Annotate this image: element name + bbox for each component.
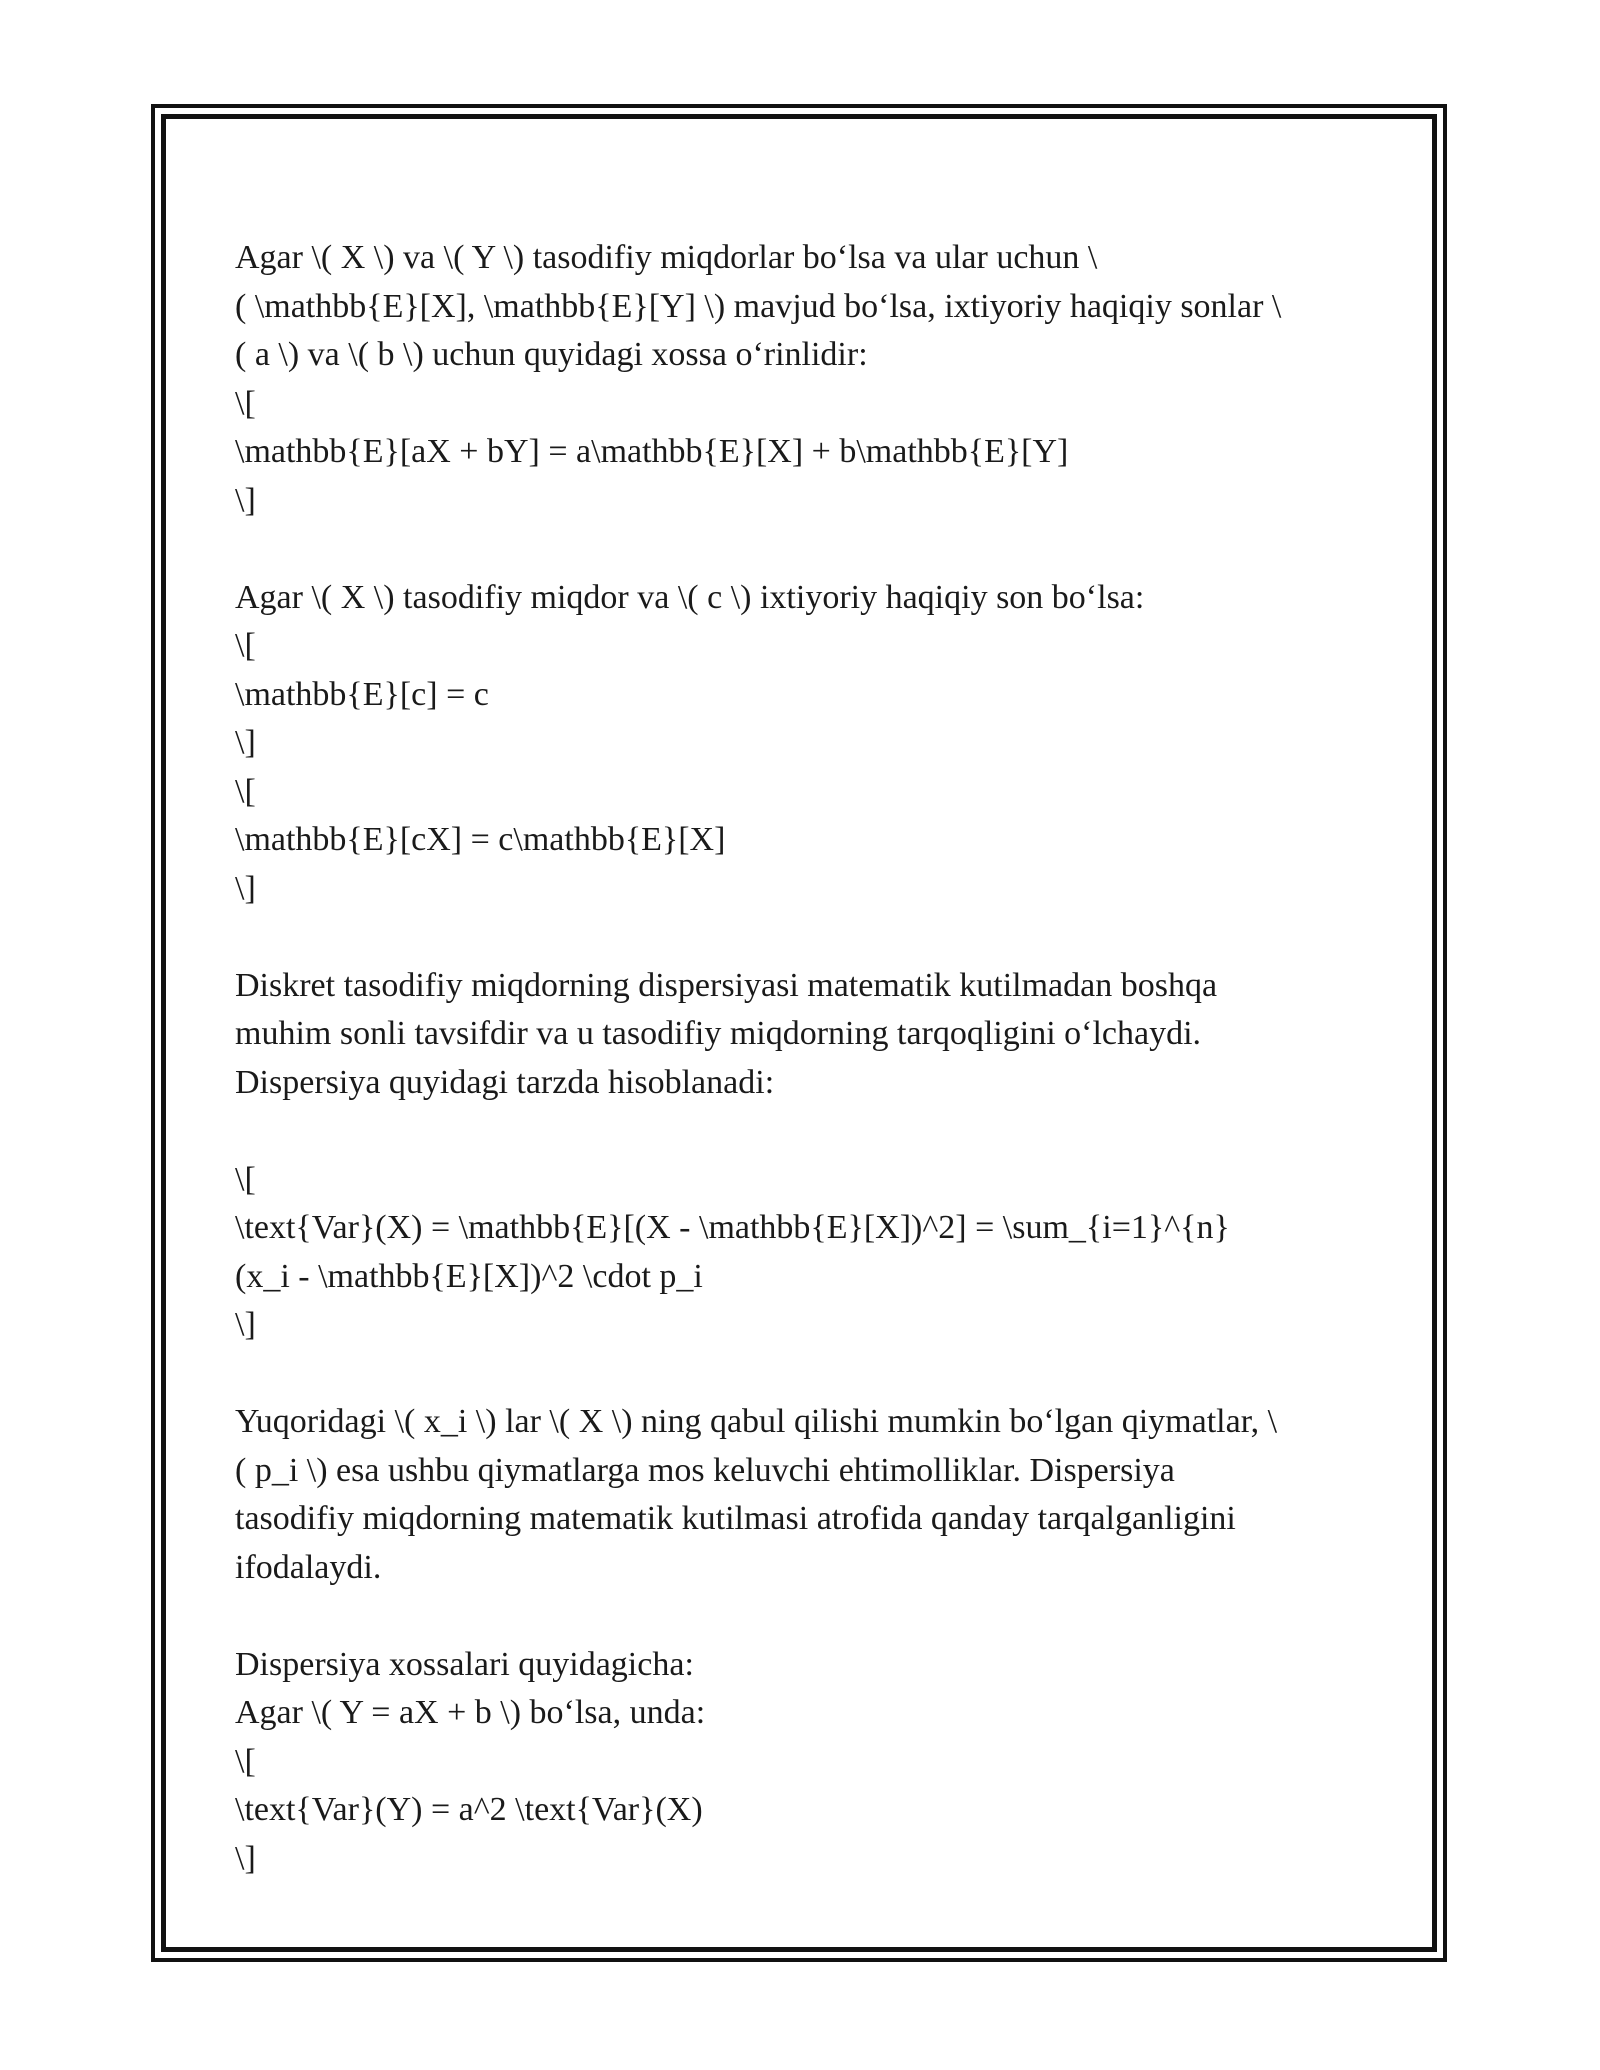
text-line: \] <box>235 724 256 761</box>
text-line: \mathbb{E}[aX + bY] = a\mathbb{E}[X] + b\mathbb{E}[Y] <box>235 433 1069 470</box>
document-body <box>235 234 1370 1883</box>
text-line: \] <box>235 869 256 907</box>
text-line: ifodalaydi. <box>235 1548 382 1586</box>
text-line: ( a \) va \( b \) uchun quyidagi xossa o‘rinlidir: <box>235 336 868 373</box>
text-line: \[ <box>235 1160 256 1198</box>
text-line: Agar \( X \) va \( Y \) tasodifiy miqdorlar bo‘lsa va ular uchun \ <box>235 239 1098 276</box>
text-line: \text{Var}(X) = \mathbb{E}[(X - \mathbb{E}[X])^2] = \sum_{i=1}^{n} <box>235 1209 1230 1246</box>
text-line: Diskret tasodifiy miqdorning dispersiyasi matematik kutilmadan boshqa <box>235 966 1218 1004</box>
text-line: Agar \( Y = aX + b \) bo‘lsa, unda: <box>235 1694 706 1731</box>
text-line: \[ <box>235 1742 256 1780</box>
text-line: Dispersiya xossalari quyidagicha: <box>235 1645 694 1683</box>
text-line: Agar \( X \) tasodifiy miqdor va \( c \) ixtiyoriy haqiqiy son bo‘lsa: <box>235 578 1145 616</box>
text-line: \] <box>235 1839 256 1877</box>
blank-line <box>235 525 1370 574</box>
text-line: Dispersiya quyidagi tarzda hisoblanadi: <box>235 1063 775 1101</box>
text-line: \] <box>235 1306 256 1343</box>
blank-line <box>235 1350 1370 1399</box>
blank-line <box>235 913 1370 962</box>
blank-line <box>235 1107 1370 1156</box>
text-line: Yuqoridagi \( x_i \) lar \( X \) ning qabul qilishi mumkin bo‘lgan qiymatlar, \ <box>235 1403 1278 1440</box>
text-line: muhim sonli tavsifdir va u tasodifiy miqdorning tarqoqligini o‘lchaydi. <box>235 1015 1202 1052</box>
blank-line <box>235 1592 1370 1641</box>
text-line: ( \mathbb{E}[X], \mathbb{E}[Y] \) mavjud bo‘lsa, ixtiyoriy haqiqiy sonlar \ <box>235 287 1282 325</box>
text-line: \mathbb{E}[c] = c <box>235 675 489 713</box>
text-line: \] <box>235 481 256 519</box>
text-line: \[ <box>235 384 256 422</box>
text-line: \text{Var}(Y) = a^2 \text{Var}(X) <box>235 1791 703 1828</box>
text-line: \[ <box>235 772 256 810</box>
text-line: (x_i - \mathbb{E}[X])^2 \cdot p_i <box>235 1257 703 1295</box>
text-line: \mathbb{E}[cX] = c\mathbb{E}[X] <box>235 821 726 858</box>
text-line: tasodifiy miqdorning matematik kutilmasi atrofida qanday tarqalganligini <box>235 1500 1236 1537</box>
text-line: ( p_i \) esa ushbu qiymatlarga mos keluvchi ehtimolliklar. Dispersiya <box>235 1451 1175 1489</box>
text-line: \[ <box>235 627 256 664</box>
